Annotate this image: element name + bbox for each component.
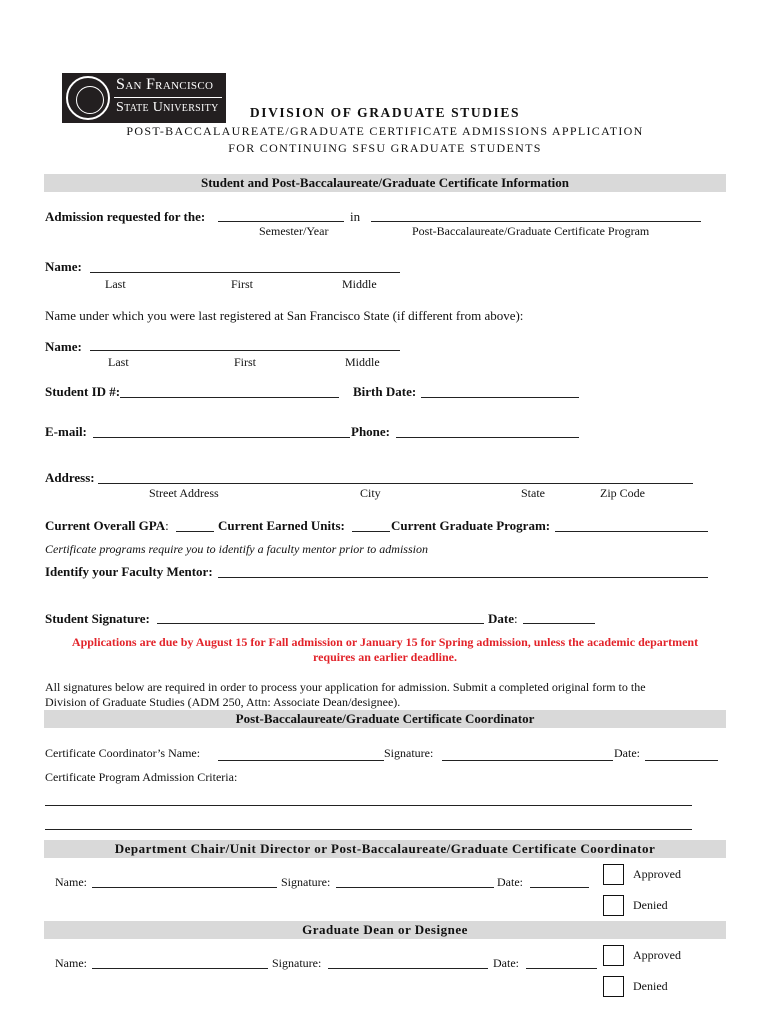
prev-middle-caption: Middle	[345, 355, 380, 369]
coordinator-date-label: Date:	[614, 746, 640, 760]
chair-name-field[interactable]	[92, 887, 277, 888]
in-label: in	[350, 209, 361, 224]
admission-criteria-label: Certificate Program Admission Criteria:	[45, 770, 238, 784]
chair-denied-label: Denied	[633, 898, 668, 912]
dean-signature-label: Signature:	[272, 956, 322, 970]
dean-signature-field[interactable]	[328, 968, 488, 969]
student-date-field[interactable]	[523, 623, 595, 624]
dean-date-field[interactable]	[526, 968, 597, 969]
coordinator-name-field[interactable]	[218, 760, 384, 761]
student-id-label: Student ID #:	[45, 384, 121, 399]
coordinator-date-field[interactable]	[645, 760, 718, 761]
student-id-field[interactable]	[120, 397, 339, 398]
birth-date-field[interactable]	[421, 397, 579, 398]
logo-line-1: San Francisco	[116, 76, 214, 93]
last-caption: Last	[105, 277, 126, 291]
signatures-note-line-1: All signatures below are required in order to process your application for admission. Submit a completed original form to the	[45, 680, 646, 694]
chair-signature-label: Signature:	[281, 875, 331, 889]
dean-approved-label: Approved	[633, 948, 681, 962]
dean-name-label: Name:	[55, 956, 87, 970]
phone-label: Phone:	[351, 424, 390, 439]
admission-criteria-line-2[interactable]	[45, 829, 692, 830]
signatures-note-line-2: Division of Graduate Studies (ADM 250, Attn: Associate Dean/designee).	[45, 695, 401, 709]
email-field[interactable]	[93, 437, 350, 438]
student-signature-label: Student Signature:	[45, 611, 150, 626]
chair-name-label: Name:	[55, 875, 87, 889]
section-department-chair-header: Department Chair/Unit Director or Post-Baccalaureate/Graduate Certificate Coordinator	[44, 840, 726, 858]
admission-criteria-line-1[interactable]	[45, 805, 692, 806]
units-label: Current Earned Units:	[218, 518, 345, 533]
semester-caption: Semester/Year	[259, 224, 329, 238]
student-signature-field[interactable]	[157, 623, 484, 624]
coordinator-name-label: Certificate Coordinator’s Name:	[45, 746, 201, 760]
previous-name-note: Name under which you were last registered at San Francisco State (if different from above):	[45, 308, 524, 323]
prev-first-caption: First	[234, 355, 257, 369]
faculty-mentor-label: Identify your Faculty Mentor:	[45, 564, 213, 579]
chair-approved-label: Approved	[633, 867, 681, 881]
previous-name-field[interactable]	[90, 350, 400, 351]
name-field[interactable]	[90, 272, 400, 273]
name-label: Name:	[45, 259, 82, 274]
prev-last-caption: Last	[108, 355, 129, 369]
gpa-label: Current Overall GPA:	[45, 518, 169, 533]
certificate-program-field[interactable]	[371, 221, 701, 222]
deadline-notice-line-1: Applications are due by August 15 for Fall admission or January 15 for Spring admission, unless the academic department	[71, 635, 699, 649]
birth-date-label: Birth Date:	[353, 384, 417, 399]
email-label: E-mail:	[45, 424, 87, 439]
form-subtitle-2: FOR CONTINUING SFSU GRADUATE STUDENTS	[228, 141, 542, 155]
current-program-field[interactable]	[555, 531, 708, 532]
state-caption: State	[521, 486, 545, 500]
chair-denied-checkbox[interactable]	[603, 895, 624, 916]
phone-field[interactable]	[396, 437, 579, 438]
faculty-mentor-field[interactable]	[218, 577, 708, 578]
section-coordinator-header: Post-Baccalaureate/Graduate Certificate Coordinator	[44, 710, 726, 728]
section-student-info-header: Student and Post-Baccalaureate/Graduate Certificate Information	[44, 174, 726, 192]
deadline-notice-line-2: requires an earlier deadline.	[313, 650, 457, 664]
address-field[interactable]	[98, 483, 693, 484]
form-subtitle-1: POST-BACCALAUREATE/GRADUATE CERTIFICATE ADMISSIONS APPLICATION	[126, 124, 644, 138]
student-date-label: Date:	[488, 611, 518, 626]
street-caption: Street Address	[149, 486, 219, 500]
city-caption: City	[360, 486, 381, 500]
units-field[interactable]	[352, 531, 390, 532]
semester-year-field[interactable]	[218, 221, 344, 222]
dean-denied-checkbox[interactable]	[603, 976, 624, 997]
mentor-note: Certificate programs require you to identify a faculty mentor prior to admission	[45, 542, 428, 556]
program-caption: Post-Baccalaureate/Graduate Certificate Program	[412, 224, 650, 238]
gpa-field[interactable]	[176, 531, 214, 532]
dean-name-field[interactable]	[92, 968, 268, 969]
coordinator-signature-field[interactable]	[442, 760, 613, 761]
logo-line-2: State University	[116, 100, 219, 115]
coordinator-signature-label: Signature:	[384, 746, 434, 760]
previous-name-label: Name:	[45, 339, 82, 354]
chair-date-label: Date:	[497, 875, 523, 889]
zip-caption: Zip Code	[600, 486, 645, 500]
address-label: Address:	[45, 470, 95, 485]
chair-signature-field[interactable]	[336, 887, 494, 888]
dean-approved-checkbox[interactable]	[603, 945, 624, 966]
dean-date-label: Date:	[493, 956, 519, 970]
section-graduate-dean-header: Graduate Dean or Designee	[44, 921, 726, 939]
chair-date-field[interactable]	[530, 887, 589, 888]
form-title: DIVISION OF GRADUATE STUDIES	[249, 105, 521, 120]
first-caption: First	[231, 277, 254, 291]
middle-caption: Middle	[342, 277, 377, 291]
dean-denied-label: Denied	[633, 979, 668, 993]
chair-approved-checkbox[interactable]	[603, 864, 624, 885]
current-program-label: Current Graduate Program:	[391, 518, 551, 533]
admission-label: Admission requested for the:	[45, 209, 206, 224]
